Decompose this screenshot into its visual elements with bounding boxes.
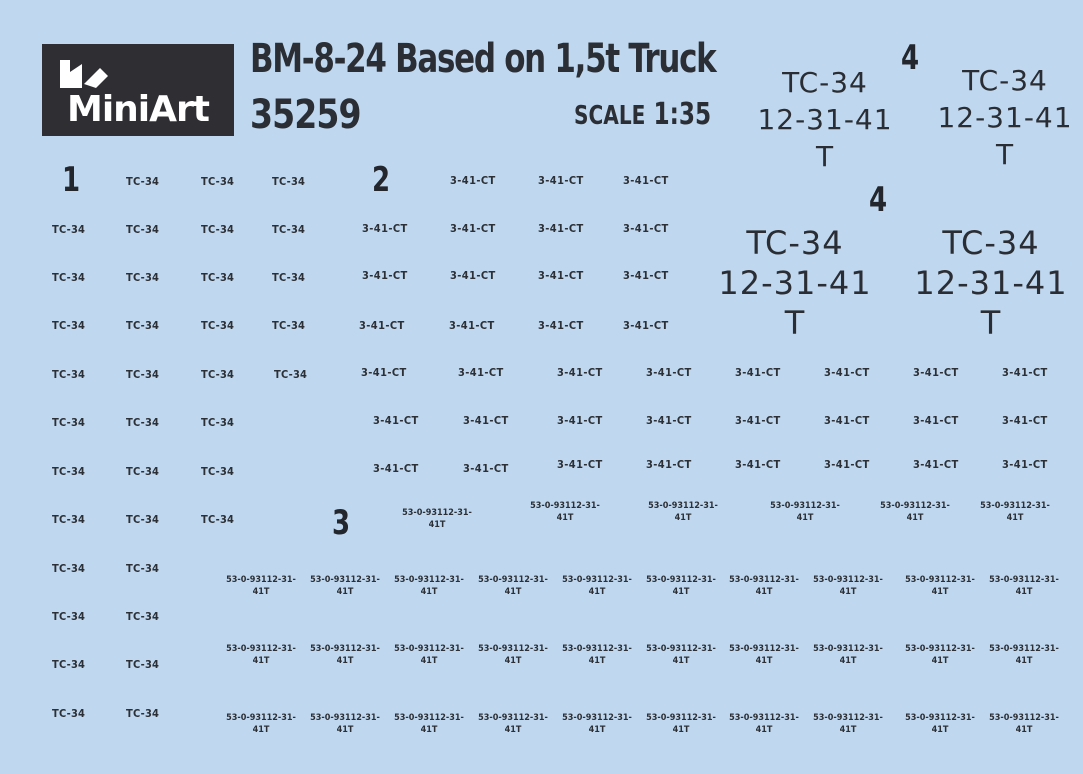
decal-53-0-931-line: 12-31-41 — [1015, 644, 1059, 666]
decal-3-41-ct: 3-41-CT — [1002, 458, 1048, 471]
decal-53-0-931-line: 53-0-931 — [394, 644, 435, 654]
decal-53-0-931-line: 12-31-41 — [336, 713, 380, 735]
section-number-2: 2 — [372, 160, 391, 200]
decal-53-0-931 — [562, 713, 632, 736]
decal-53-0-931-line: 12-31-41 — [931, 644, 975, 666]
decal-3-41-ct: 3-41-CT — [458, 366, 504, 379]
decal-53-0-931 — [310, 575, 380, 598]
decal-53-0-931 — [226, 644, 296, 667]
decal-53-0-931-line: 53-0-931 — [980, 501, 1021, 511]
decal-3-41-ct: 3-41-CT — [824, 458, 870, 471]
decal-53-0-931-line: T — [439, 519, 446, 530]
decal-53-0-931-line: 53-0-931 — [729, 644, 770, 654]
decal-53-0-931-line: T — [515, 724, 522, 735]
decal-53-0-931 — [402, 508, 472, 531]
decal-53-0-931-line: T — [1017, 512, 1024, 523]
decal-53-0-931-line: 53-0-931 — [646, 644, 687, 654]
decal-53-0-931-line: 12-31-41 — [755, 644, 799, 666]
decal-3-41-ct: 3-41-CT — [623, 269, 669, 282]
decal-3-41-ct: 3-41-CT — [646, 458, 692, 471]
decal-3-41-ct: 3-41-CT — [623, 222, 669, 235]
decal-3-41-ct: 3-41-CT — [824, 366, 870, 379]
decal-3-41-ct: 3-41-CT — [623, 319, 669, 332]
decal-53-0-931-line: 53-0-931 — [729, 575, 770, 585]
decal-53-0-931-line: T — [807, 512, 814, 523]
decal-large-tc34 — [896, 223, 1083, 343]
decal-3-41-ct: 3-41-CT — [557, 414, 603, 427]
decal-3-41-ct: 3-41-CT — [361, 366, 407, 379]
decal-53-0-931-line: 53-0-931 — [646, 575, 687, 585]
decal-53-0-931-line: T — [599, 724, 606, 735]
decal-53-0-931-line: 12-31-41 — [420, 713, 464, 735]
decal-53-0-931-line: 12-31-41 — [839, 575, 883, 597]
decal-53-0-931-line: 12-31-41 — [1015, 713, 1059, 735]
decal-53-0-931 — [989, 644, 1059, 667]
decal-large-tc34-line: 12-31-41 — [914, 264, 1068, 302]
section-number-3: 3 — [332, 503, 351, 543]
decal-53-0-931 — [562, 575, 632, 598]
decal-53-0-931-line: T — [347, 655, 354, 666]
decal-53-0-931-line: 12-31-41 — [672, 644, 716, 666]
decal-53-0-931 — [770, 501, 840, 524]
decal-tc34: TC-34 — [126, 175, 160, 188]
decal-tc34: TC-34 — [126, 465, 160, 478]
decal-tc34: TC-34 — [52, 223, 86, 236]
decal-large-tc34-line: 12-31-41 — [937, 101, 1073, 134]
decal-large-tc34-line: T — [995, 138, 1015, 171]
decal-tc34: TC-34 — [201, 175, 235, 188]
decal-3-41-ct: 3-41-CT — [735, 458, 781, 471]
decal-tc34: TC-34 — [201, 271, 235, 284]
decal-tc34: TC-34 — [126, 368, 160, 381]
decal-53-0-931-line: 12-31-41 — [252, 713, 296, 735]
decal-3-41-ct: 3-41-CT — [623, 174, 669, 187]
decal-tc34: TC-34 — [201, 416, 235, 429]
decal-53-0-931-line: 53-0-931 — [989, 713, 1030, 723]
decal-large-tc34 — [700, 223, 890, 343]
decal-53-0-931-line: 53-0-931 — [880, 501, 921, 511]
decal-tc34: TC-34 — [126, 562, 160, 575]
decal-3-41-ct: 3-41-CT — [450, 174, 496, 187]
decal-53-0-931 — [478, 644, 548, 667]
decal-53-0-931 — [562, 644, 632, 667]
decal-53-0-931 — [646, 575, 716, 598]
decal-large-tc34-line: 12-31-41 — [757, 103, 893, 136]
decal-53-0-931-line: 53-0-931 — [226, 575, 267, 585]
decal-53-0-931-line: 53-0-931 — [394, 575, 435, 585]
decal-53-0-931 — [905, 644, 975, 667]
decal-53-0-931-line: 53-0-931 — [813, 713, 854, 723]
decal-tc34: TC-34 — [52, 707, 86, 720]
decal-53-0-931 — [813, 713, 883, 736]
decal-53-0-931 — [530, 501, 600, 524]
kit-number: 35259 — [250, 92, 361, 138]
decal-53-0-931-line: 12-31-41 — [504, 575, 548, 597]
decal-53-0-931-line: 12-31-41 — [588, 713, 632, 735]
decal-53-0-931-line: T — [1026, 586, 1033, 597]
decal-3-41-ct: 3-41-CT — [1002, 366, 1048, 379]
decal-53-0-931-line: 12-31-41 — [906, 501, 950, 523]
decal-large-tc34 — [730, 64, 920, 175]
decal-53-0-931-line: 12-31-41 — [755, 713, 799, 735]
decal-tc34: TC-34 — [126, 513, 160, 526]
decal-53-0-931-line: T — [850, 586, 857, 597]
decal-53-0-931 — [905, 713, 975, 736]
decal-53-0-931-line: 12-31-41 — [796, 501, 840, 523]
decal-53-0-931 — [648, 501, 718, 524]
decal-3-41-ct: 3-41-CT — [557, 366, 603, 379]
decal-53-0-931-line: 12-31-41 — [839, 713, 883, 735]
decal-3-41-ct: 3-41-CT — [913, 414, 959, 427]
decal-3-41-ct: 3-41-CT — [646, 414, 692, 427]
decal-tc34: TC-34 — [272, 175, 306, 188]
decal-53-0-931-line: T — [850, 724, 857, 735]
decal-53-0-931-line: 12-31-41 — [755, 575, 799, 597]
decal-53-0-931-line: T — [263, 655, 270, 666]
decal-53-0-931 — [646, 713, 716, 736]
decal-53-0-931-line: 12-31-41 — [420, 644, 464, 666]
decal-53-0-931-line: T — [599, 655, 606, 666]
decal-tc34: TC-34 — [126, 223, 160, 236]
decal-53-0-931-line: T — [683, 586, 690, 597]
decal-3-41-ct: 3-41-CT — [913, 458, 959, 471]
decal-tc34: TC-34 — [126, 271, 160, 284]
decal-53-0-931 — [989, 575, 1059, 598]
decal-3-41-ct: 3-41-CT — [373, 414, 419, 427]
decal-53-0-931-line: 53-0-931 — [402, 508, 443, 518]
decal-53-0-931 — [729, 644, 799, 667]
decal-large-tc34-line: T — [980, 304, 1002, 342]
decal-tc34: TC-34 — [52, 465, 86, 478]
decal-53-0-931-line: T — [766, 586, 773, 597]
decal-53-0-931-line: 53-0-931 — [770, 501, 811, 511]
decal-53-0-931-line: T — [942, 724, 949, 735]
decal-53-0-931 — [394, 575, 464, 598]
logo-emblem-icon — [56, 54, 116, 94]
decal-3-41-ct: 3-41-CT — [538, 269, 584, 282]
decal-53-0-931 — [905, 575, 975, 598]
decal-53-0-931-line: 12-31-41 — [1015, 575, 1059, 597]
decal-53-0-931-line: 12-31-41 — [252, 575, 296, 597]
decal-tc34: TC-34 — [272, 223, 306, 236]
decal-large-tc34-line: TC-34 — [942, 224, 1040, 262]
decal-53-0-931-line: 53-0-931 — [394, 713, 435, 723]
decal-53-0-931 — [729, 575, 799, 598]
decal-53-0-931-line: 53-0-931 — [478, 575, 519, 585]
decal-3-41-ct: 3-41-CT — [538, 319, 584, 332]
decal-3-41-ct: 3-41-CT — [1002, 414, 1048, 427]
decal-53-0-931 — [226, 713, 296, 736]
decal-53-0-931-line: 53-0-931 — [813, 644, 854, 654]
decal-53-0-931-line: T — [850, 655, 857, 666]
decal-53-0-931-line: T — [431, 655, 438, 666]
decal-53-0-931-line: T — [1026, 724, 1033, 735]
decal-53-0-931 — [310, 713, 380, 736]
decal-tc34: TC-34 — [201, 223, 235, 236]
decal-3-41-ct: 3-41-CT — [735, 366, 781, 379]
miniart-logo — [42, 44, 234, 136]
decal-53-0-931 — [729, 713, 799, 736]
decal-53-0-931-line: 53-0-931 — [562, 575, 603, 585]
decal-tc34: TC-34 — [126, 658, 160, 671]
decal-53-0-931-line: 12-31-41 — [931, 713, 975, 735]
decal-53-0-931-line: 12-31-41 — [674, 501, 718, 523]
decal-53-0-931-line: 53-0-931 — [905, 713, 946, 723]
decal-3-41-ct: 3-41-CT — [359, 319, 405, 332]
decal-53-0-931-line: T — [263, 586, 270, 597]
decal-53-0-931-line: 53-0-931 — [989, 644, 1030, 654]
scale-word: SCALE — [574, 101, 646, 131]
decal-53-0-931-line: T — [347, 586, 354, 597]
decal-large-tc34-line: TC-34 — [782, 66, 868, 99]
decal-tc34: TC-34 — [52, 416, 86, 429]
decal-53-0-931 — [226, 575, 296, 598]
decal-3-41-ct: 3-41-CT — [373, 462, 419, 475]
decal-53-0-931-line: T — [685, 512, 692, 523]
decal-large-tc34-line: TC-34 — [962, 64, 1048, 97]
decal-3-41-ct: 3-41-CT — [463, 462, 509, 475]
scale-label — [574, 97, 711, 132]
decal-53-0-931-line: T — [347, 724, 354, 735]
decal-3-41-ct: 3-41-CT — [646, 366, 692, 379]
decal-tc34: TC-34 — [52, 368, 86, 381]
decal-53-0-931-line: T — [599, 586, 606, 597]
decal-3-41-ct: 3-41-CT — [450, 222, 496, 235]
decal-large-tc34 — [910, 62, 1083, 173]
decal-53-0-931 — [478, 575, 548, 598]
decal-3-41-ct: 3-41-CT — [913, 366, 959, 379]
decal-53-0-931-line: 12-31-41 — [672, 575, 716, 597]
decal-53-0-931-line: T — [942, 655, 949, 666]
decal-53-0-931 — [813, 575, 883, 598]
decal-53-0-931-line: 12-31-41 — [336, 644, 380, 666]
decal-tc34: TC-34 — [52, 610, 86, 623]
decal-53-0-931-line: 12-31-41 — [504, 713, 548, 735]
decal-53-0-931 — [646, 644, 716, 667]
decal-53-0-931-line: 12-31-41 — [672, 713, 716, 735]
decal-53-0-931-line: T — [431, 724, 438, 735]
decal-53-0-931-line: T — [515, 586, 522, 597]
decal-53-0-931-line: 12-31-41 — [839, 644, 883, 666]
decal-tc34: TC-34 — [272, 271, 306, 284]
decal-53-0-931 — [310, 644, 380, 667]
decal-53-0-931 — [478, 713, 548, 736]
decal-53-0-931-line: T — [1026, 655, 1033, 666]
decal-53-0-931-line: T — [683, 724, 690, 735]
decal-3-41-ct: 3-41-CT — [735, 414, 781, 427]
decal-53-0-931-line: 53-0-931 — [310, 644, 351, 654]
decal-53-0-931-line: T — [431, 586, 438, 597]
decal-3-41-ct: 3-41-CT — [362, 269, 408, 282]
decal-53-0-931 — [989, 713, 1059, 736]
decal-53-0-931-line: T — [917, 512, 924, 523]
decal-53-0-931 — [980, 501, 1050, 524]
decal-53-0-931-line: T — [766, 655, 773, 666]
decal-53-0-931-line: T — [766, 724, 773, 735]
decal-tc34: TC-34 — [201, 368, 235, 381]
decal-53-0-931-line: 53-0-931 — [646, 713, 687, 723]
decal-53-0-931-line: 53-0-931 — [562, 713, 603, 723]
decal-53-0-931-line: 53-0-931 — [310, 575, 351, 585]
decal-tc34: TC-34 — [52, 658, 86, 671]
decal-tc34: TC-34 — [272, 319, 306, 332]
section-number-1: 1 — [62, 160, 81, 200]
decal-53-0-931-line: T — [567, 512, 574, 523]
decal-tc34: TC-34 — [52, 513, 86, 526]
decal-tc34: TC-34 — [126, 416, 160, 429]
decal-53-0-931-line: T — [942, 586, 949, 597]
decal-tc34: TC-34 — [52, 271, 86, 284]
decal-3-41-ct: 3-41-CT — [362, 222, 408, 235]
decal-53-0-931-line: 12-31-41 — [931, 575, 975, 597]
decal-53-0-931-line: 53-0-931 — [310, 713, 351, 723]
decal-tc34: TC-34 — [201, 513, 235, 526]
decal-53-0-931-line: 12-31-41 — [420, 575, 464, 597]
decal-tc34: TC-34 — [126, 319, 160, 332]
decal-3-41-ct: 3-41-CT — [538, 174, 584, 187]
decal-53-0-931-line: T — [263, 724, 270, 735]
decal-53-0-931-line: T — [683, 655, 690, 666]
decal-tc34: TC-34 — [274, 368, 308, 381]
decal-tc34: TC-34 — [52, 319, 86, 332]
decal-53-0-931-line: 53-0-931 — [905, 644, 946, 654]
logo-text: MiniArt — [67, 89, 209, 130]
decal-3-41-ct: 3-41-CT — [450, 269, 496, 282]
decal-tc34: TC-34 — [126, 610, 160, 623]
decal-3-41-ct: 3-41-CT — [557, 458, 603, 471]
kit-title: BM-8-24 Based on 1,5t Truck — [250, 36, 716, 82]
decal-tc34: TC-34 — [52, 562, 86, 575]
decal-large-tc34-line: 12-31-41 — [718, 264, 872, 302]
decal-53-0-931-line: T — [515, 655, 522, 666]
decal-53-0-931-line: 53-0-931 — [530, 501, 571, 511]
decal-tc34: TC-34 — [201, 465, 235, 478]
decal-53-0-931-line: 12-31-41 — [588, 644, 632, 666]
decal-53-0-931-line: 12-31-41 — [428, 508, 472, 530]
decal-53-0-931 — [394, 713, 464, 736]
decal-large-tc34-line: TC-34 — [746, 224, 844, 262]
decal-53-0-931 — [394, 644, 464, 667]
section-number-4-bottom: 4 — [869, 180, 888, 220]
decal-53-0-931-line: 53-0-931 — [226, 713, 267, 723]
scale-value: 1:35 — [653, 97, 712, 132]
decal-53-0-931-line: 53-0-931 — [478, 713, 519, 723]
decal-large-tc34-line: T — [784, 304, 806, 342]
decal-53-0-931-line: 53-0-931 — [226, 644, 267, 654]
decal-tc34: TC-34 — [201, 319, 235, 332]
decal-53-0-931-line: 12-31-41 — [556, 501, 600, 523]
decal-3-41-ct: 3-41-CT — [824, 414, 870, 427]
decal-3-41-ct: 3-41-CT — [538, 222, 584, 235]
decal-large-tc34-line: T — [815, 140, 835, 173]
decal-53-0-931-line: 53-0-931 — [989, 575, 1030, 585]
decal-53-0-931-line: 53-0-931 — [905, 575, 946, 585]
decal-53-0-931-line: 53-0-931 — [478, 644, 519, 654]
decal-53-0-931 — [813, 644, 883, 667]
section-number-4-top: 4 — [901, 38, 920, 78]
decal-53-0-931 — [880, 501, 950, 524]
decal-53-0-931-line: 53-0-931 — [648, 501, 689, 511]
decal-3-41-ct: 3-41-CT — [463, 414, 509, 427]
decal-tc34: TC-34 — [126, 707, 160, 720]
decal-3-41-ct: 3-41-CT — [449, 319, 495, 332]
decal-53-0-931-line: 12-31-41 — [504, 644, 548, 666]
decal-53-0-931-line: 12-31-41 — [1006, 501, 1050, 523]
decal-53-0-931-line: 53-0-931 — [813, 575, 854, 585]
decal-53-0-931-line: 12-31-41 — [588, 575, 632, 597]
decal-53-0-931-line: 12-31-41 — [336, 575, 380, 597]
decal-53-0-931-line: 12-31-41 — [252, 644, 296, 666]
decal-53-0-931-line: 53-0-931 — [562, 644, 603, 654]
decal-53-0-931-line: 53-0-931 — [729, 713, 770, 723]
